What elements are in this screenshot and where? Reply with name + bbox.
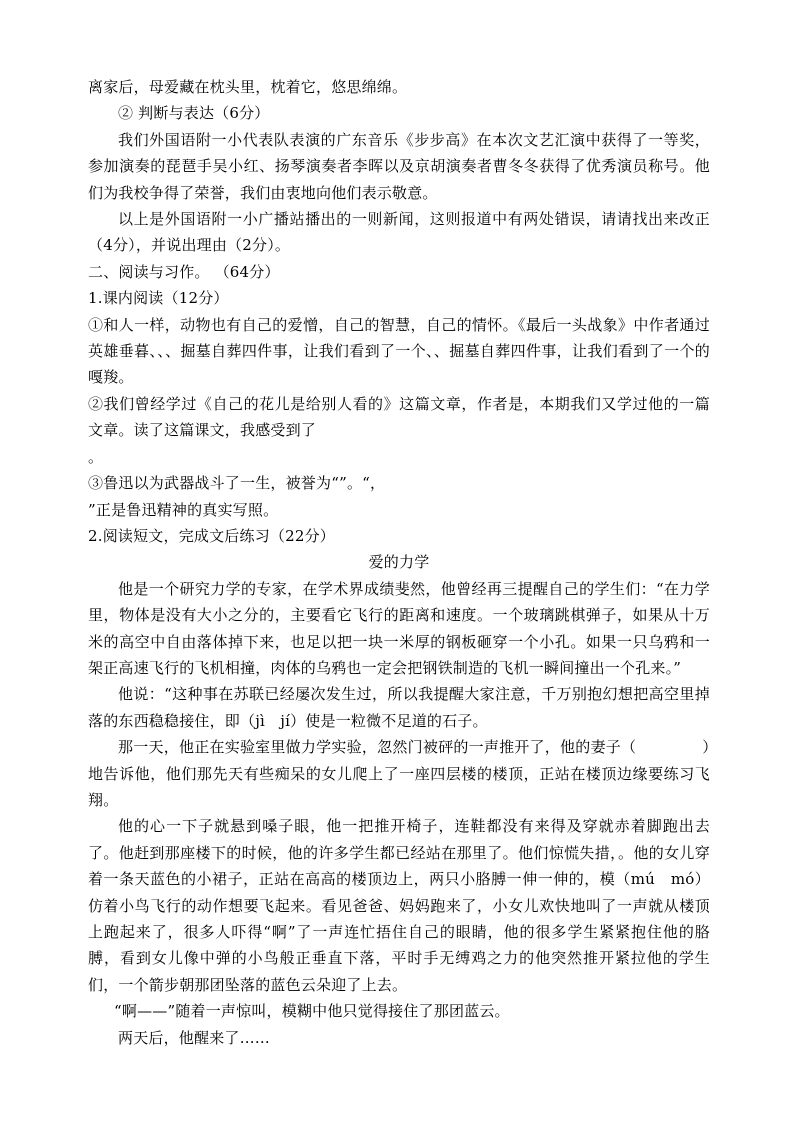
paragraph: 以上是外国语附一小广播站播出的一则新闻，这则报道中有两处错误，请请找出来改正（4分），并说出理由（2分）。 [88,210,710,255]
answer-line: 。 [88,447,104,466]
document-page [88,74,710,1051]
section-heading: 二、阅读与习作。 （64分） [88,262,280,281]
question-item: ②我们曾经学过《自己的花儿是给别人看的》这篇文章，作者是，本期我们又学过他的一篇文章。读了这篇课文，我感受到了 [88,394,710,440]
subsection-heading: 2.阅读短文，完成文后练习（22分） [88,526,335,545]
question-heading: ② 判断与表达（6分） [118,104,270,123]
paragraph: 他说：“这种事在苏联已经屡次发生过，所以我提醒大家注意，千万别抱幻想把高空里掉落的东西稳稳接住，即（jì jí）使是一粒微不足道的石子。 [88,685,710,730]
paragraph [88,734,710,813]
paragraph: 两天后，他醒来了…… [118,1028,271,1047]
paragraph: 他是一个研究力学的专家，在学术界成绩斐然，他曾经再三提醒自己的学生们：“在力学里，物体是没有大小之分的，主要看它飞行的距离和速度。一个玻璃跳棋弹子，如果从十万米的高空中自由落体掉下来，也足以把一块一米厚的钢板砸穿一个小孔。如果一只乌鸦和一架正高速飞行的飞机相撞，肉体的乌鸦也一定会把钢铁制造的飞机一瞬间撞出一个孔来。” [88,579,710,677]
subsection-heading: 1.课内阅读（12分） [88,289,229,308]
question-item: ”正是鲁迅精神的真实写照。 [88,500,279,519]
paragraph: 他的心一下子就悬到嗓子眼，他一把推开椅子，连鞋都没有来得及穿就赤着脚跑出去了。他赶到那座楼下的时候，他的许多学生都已经站在那里了。他们惊慌失措，。他的女儿穿着一条天蓝色的小裙子，正站在高高的楼顶边上，两只小胳膊一伸一伸的，模（mú mó）仿着小鸟飞行的动作想要飞起来。看见爸爸、妈妈跑来了，小女儿欢快地叫了一声就从楼顶上跑起来了，很多人吓得“啊”了一声连忙捂住自己的眼睛，他的很多学生紧紧抱住他的胳膊，看到女儿像中弹的小鸟般正垂直下落，平时手无缚鸡之力的他突然推开紧拉他的学生们，一个箭步朝那团坠落的蓝色云朵迎了上去。 [88,817,710,994]
question-item: ③鲁迅以为武器战斗了一生，被誉为“”。“， [88,474,386,493]
paragraph: “啊——”随着一声惊叫，模糊中他只觉得接住了那团蓝云。 [114,1002,510,1021]
question-item: ①和人一样，动物也有自己的爱憎，自己的智慧，自己的情怀。《最后一头战象》中作者通过英雄垂暮、、、掘墓自葬四件事，让我们看到了一个、、掘墓自葬四件事，让我们看到了一个的嘎羧。 [88,315,710,387]
passage-title: 爱的力学 [368,553,430,572]
paragraph: 我们外国语附一小代表队表演的广东音乐《步步高》在本次文艺汇演中获得了一等奖，参加演奏的琵琶手吴小红、扬琴演奏者李晖以及京胡演奏者曹冬冬获得了优秀演员称号。他们为我校争得了荣誉，我们由衷地向他们表示敬意。 [88,130,710,202]
text-line: 离家后，母爱藏在枕头里，枕着它，悠思绵绵。 [88,78,408,96]
paragraph-part: ）地告诉他，他们那先天有些痴呆的女儿爬上了一座四层楼的楼顶，正站在楼顶边缘要练习飞翔。 [88,738,710,809]
paragraph-part: 那一天，他正在实验室里做力学实验，忽然门被砰的一声推开了，他的妻子（ [118,738,637,757]
